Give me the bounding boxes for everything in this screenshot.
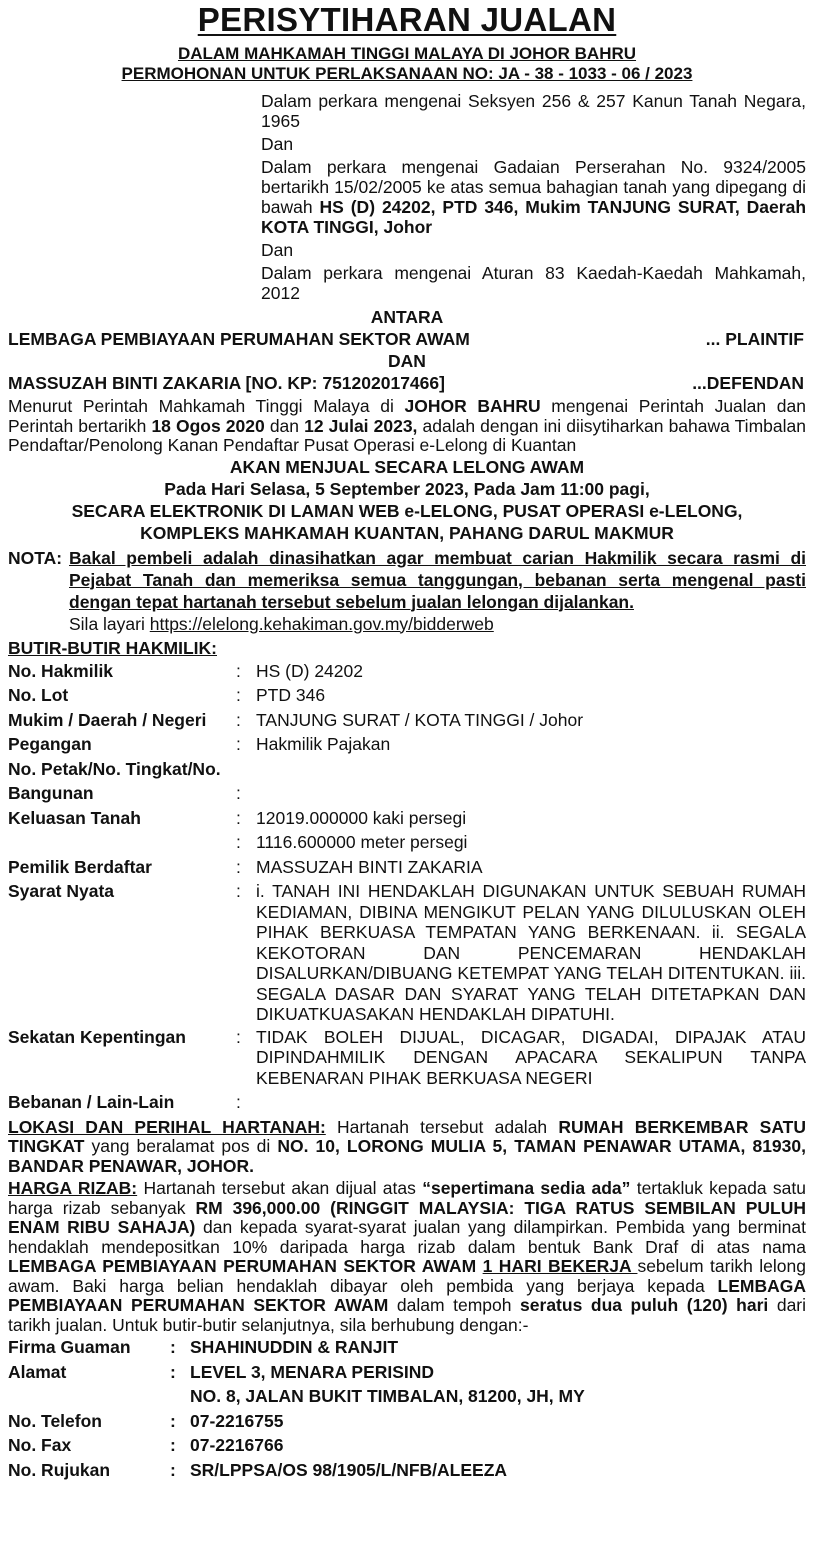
elelong-link[interactable]: https://elelong.kehakiman.gov.my/bidderweb [149,613,494,634]
application-number: PERMOHONAN UNTUK PERLAKSANAAN NO: JA - 38 - 1033 - 06 / 2023 [121,64,693,83]
contact-fax: No. Fax : 07-2216766 [8,1435,284,1455]
auction-heading: AKAN MENJUAL SECARA LELONG AWAM [229,456,585,477]
row-bangunan: Bangunan : [8,783,241,803]
matter-court-rules: Dalam perkara mengenai Aturan 83 Kaedah-Kaedah Mahkamah, 2012 [261,263,806,303]
defendant-row [8,372,806,394]
nota-block [8,547,806,635]
matter-land-code: Dalam perkara mengenai Seksyen 256 & 257 Kanun Tanah Negara, 1965 [261,91,806,131]
plaintiff-role: ... PLAINTIF [705,329,804,349]
row-keluasan-sqm: : 1116.600000 meter persegi [236,832,468,852]
row-sekatan: Sekatan Kepentingan : TIDAK BOLEH DIJUAL, DICAGAR, DIGADAI, DIPAJAK ATAU DIPINDAHMILIK DENGAN APACARA SEKALIPUN TANPA KEBENARAN PIHAK BERKUASA NEGERI [8,1026,806,1088]
title-details-heading: BUTIR-BUTIR HAKMILIK: [8,637,217,658]
contact-address-2: NO. 8, JALAN BUKIT TIMBALAN, 81200, JH, MY [190,1386,585,1406]
nota-text: Bakal pembeli adalah dinasihatkan agar membuat carian Hakmilik secara rasmi di Pejabat Tanah dan memeriksa semua tanggungan, bebanan serta mengenal pasti dengan tepat hartanah tersebut sebelum jualan lelongan dijalankan. [69,547,806,612]
row-keluasan: Keluasan Tanah : 12019.000000 kaki persegi [8,807,467,828]
plaintiff-row [8,328,806,350]
contact-phone: No. Telefon : 07-2216755 [8,1410,284,1431]
nota-visit: Sila layari https://elelong.kehakiman.gov.my/bidderweb [69,613,494,634]
row-syarat: Syarat Nyata : i. TANAH INI HENDAKLAH DIGUNAKAN UNTUK SEBUAH RUMAH KEDIAMAN, DIBINA MENGIKUT PELAN YANG DILULUSKAN OLEH PIHAK BERKUASA TEMPATAN YANG BERKENAAN. ii. SEGALA KEKOTORAN DAN PENCEMARAN HENDAKLAH DISALURKAN/DIBUANG KETEMPAT YANG TELAH DITENTUKAN. iii. SEGALA DASAR DAN SYARAT YANG TELAH DITETAPKAN DAN DIKUATKUASAKAN HENDAKLAH DIPATUHI. [8,881,806,1024]
contact-firm: Firma Guaman : SHAHINUDDIN & RANJIT [8,1337,399,1357]
row-bebanan: Bebanan / Lain-Lain : [8,1092,241,1112]
between-label: ANTARA [370,307,444,327]
reserve-price-paragraph: HARGA RIZAB: Hartanah tersebut akan dijual atas “sepertimana sedia ada” tertakluk kepada satu harga rizab sebanyak RM 396,000.00 (RINGGIT MALAYSIA: TIGA RATUS SEMBILAN PULUH ENAM RIBU SAHAJA) dan kepada syarat-syarat jualan yang dilampirkan. Pembida yang berminat hendaklah mendepositkan 10% daripada harga rizab dalam bentuk Bank Draf di atas nama LEMBAGA PEMBIAYAAN PERUMAHAN SEKTOR AWAM 1 HARI BEKERJA sebelum tarikh lelong awam. Baki harga belian hendaklah dibayar oleh pembida yang berjaya kepada LEMBAGA PEMBIAYAAN PERUMAHAN SEKTOR AWAM dalam tempoh seratus dua puluh (120) hari dari tarikh jualan. Untuk butir-butir selanjutnya, sila berhubung dengan:- [8,1178,807,1335]
and-2: Dan [261,240,294,260]
location-paragraph: LOKASI DAN PERIHAL HARTANAH: Hartanah tersebut adalah RUMAH BERKEMBAR SATU TINGKAT yang beralamat pos di NO. 10, LORONG MULIA 5, TAMAN PENAWAR UTAMA, 81930, BANDAR PENAWAR, JOHOR. [8,1116,806,1176]
contact-reference: No. Rujukan : SR/LPPSA/OS 98/1905/L/NFB/ALEEZA [8,1459,508,1480]
matter-charge: Dalam perkara mengenai Gadaian Perserahan No. 9324/2005 bertarikh 15/02/2005 ke atas semua bahagian tanah yang dipegang di bawah HS (D) 24202, PTD 346, Mukim TANJUNG SURAT, Daerah KOTA TINGGI, Johor [261,157,807,237]
court-name: DALAM MAHKAMAH TINGGI MALAYA DI JOHOR BAHRU [177,44,637,63]
nota-label: NOTA: [8,547,63,568]
row-pemilik: Pemilik Berdaftar : MASSUZAH BINTI ZAKARIA [8,856,483,877]
row-no-hakmilik: No. Hakmilik : HS (D) 24202 [8,660,363,681]
and-1: Dan [261,134,294,154]
contact-address: Alamat : LEVEL 3, MENARA PERISIND [8,1361,435,1382]
defendant-role: ...DEFENDAN [692,373,804,393]
row-petak: No. Petak/No. Tingkat/No. [8,758,221,779]
row-mukim: Mukim / Daerah / Negeri : TANJUNG SURAT / KOTA TINGGI / Johor [8,709,584,730]
sale-proclamation [8,0,806,1482]
document-title: PERISYTIHARAN JUALAN [197,1,617,38]
auction-date: Pada Hari Selasa, 5 September 2023, Pada Jam 11:00 pagi, [164,478,650,499]
auction-venue-2: KOMPLEKS MAHKAMAH KUANTAN, PAHANG DARUL MAKMUR [140,522,674,543]
row-no-lot: No. Lot : PTD 346 [8,685,326,705]
auction-venue-1: SECARA ELEKTRONIK DI LAMAN WEB e-LELONG, PUSAT OPERASI e-LELONG, [71,500,743,521]
auction-block [8,456,806,544]
row-pegangan: Pegangan : Hakmilik Pajakan [8,734,391,754]
defendant-name: MASSUZAH BINTI ZAKARIA [NO. KP: 751202017466] [8,373,445,393]
and-label: DAN [388,351,426,371]
matters-block [261,91,806,303]
plaintiff-name: LEMBAGA PEMBIAYAAN PERUMAHAN SEKTOR AWAM [8,329,470,349]
court-order-paragraph: Menurut Perintah Mahkamah Tinggi Malaya di JOHOR BAHRU mengenai Perintah Jualan dan Perintah bertarikh 18 Ogos 2020 dan 12 Julai 2023, adalah dengan ini diisytiharkan bahawa Timbalan Pendaftar/Penolong Kanan Pendaftar Pusat Operasi e-Lelong di Kuantan [8,396,806,455]
